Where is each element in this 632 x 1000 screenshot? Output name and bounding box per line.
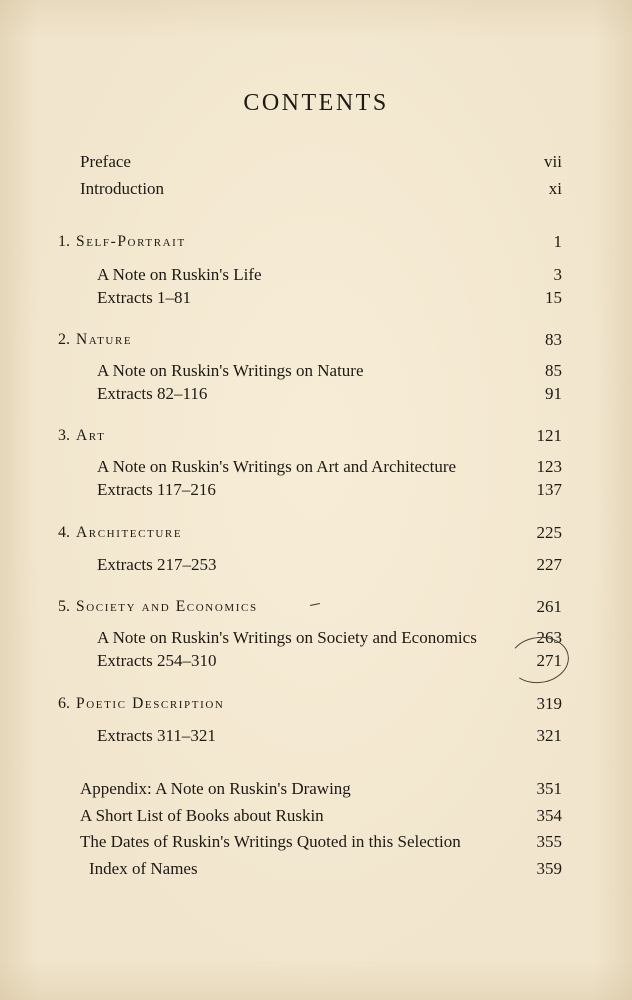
page-title: CONTENTS (243, 90, 389, 116)
section-number: 2. (58, 331, 70, 348)
toc-entry-label: A Note on Ruskin's Writings on Nature (97, 361, 364, 380)
section-title: Art (76, 427, 106, 444)
toc-page-number: 15 (545, 288, 562, 307)
section-title: Poetic Description (76, 695, 225, 712)
toc-page-number: 271 (536, 651, 562, 670)
toc-page-number: 359 (536, 859, 562, 878)
toc-entry-label: Index of Names (89, 859, 198, 878)
toc-page-number: 355 (536, 832, 562, 851)
toc-entry-label: A Note on Ruskin's Writings on Society and Economics (97, 628, 477, 647)
section-number: 1. (58, 233, 70, 250)
section-title: Self-Portrait (76, 233, 186, 250)
toc-page-number: 123 (536, 457, 562, 476)
toc-page-number: 319 (536, 694, 562, 713)
section-heading-2 (58, 328, 132, 352)
toc-entry-label: Extracts 117–216 (97, 480, 216, 499)
toc-entry-label: A Short List of Books about Ruskin (80, 806, 324, 825)
toc-entry-label: Extracts 82–116 (97, 384, 208, 403)
toc-entry-label: Extracts 254–310 (97, 651, 217, 670)
toc-entry-label: A Note on Ruskin's Writings on Art and Architecture (97, 457, 457, 476)
toc-page-number: 321 (536, 726, 562, 745)
toc-page-number: 91 (545, 384, 562, 403)
section-heading-1 (58, 230, 186, 254)
toc-entry-label: A Note on Ruskin's Life (97, 265, 262, 284)
toc-page-number: xi (548, 179, 562, 198)
toc-page-number: 85 (545, 361, 562, 380)
section-title: Society and Economics (76, 598, 258, 615)
toc-entry-label: Introduction (80, 179, 165, 198)
toc-page-number: 1 (553, 232, 562, 251)
section-number: 5. (58, 598, 70, 615)
section-heading-3 (58, 424, 105, 448)
toc-page-number: 137 (536, 480, 562, 499)
toc-page-number: 227 (536, 555, 562, 574)
toc-entry-label: Extracts 217–253 (97, 555, 217, 574)
toc-page-number: 351 (536, 779, 562, 798)
toc-page-number: 3 (553, 265, 562, 284)
pen-stroke-mark (310, 603, 320, 606)
section-heading-4 (58, 521, 182, 545)
toc-entry-label: Extracts 1–81 (97, 288, 191, 307)
section-title: Architecture (76, 524, 183, 541)
section-heading-5 (58, 595, 258, 619)
toc-page-number: 83 (545, 330, 562, 349)
toc-entry-label: The Dates of Ruskin's Writings Quoted in this Selection (80, 832, 461, 851)
section-title: Nature (76, 331, 133, 348)
section-number: 3. (58, 427, 70, 444)
toc-page-number: 261 (536, 597, 562, 616)
section-number: 4. (58, 524, 70, 541)
toc-page-number: vii (544, 152, 562, 171)
toc-page-number: 354 (536, 806, 562, 825)
toc-page-number: 263 (536, 628, 562, 647)
section-number: 6. (58, 695, 70, 712)
toc-page-number: 225 (536, 523, 562, 542)
section-heading-6 (58, 692, 224, 716)
toc-entry-label: Preface (80, 152, 131, 171)
toc-page-number: 121 (536, 426, 562, 445)
toc-entry-label: Appendix: A Note on Ruskin's Drawing (80, 779, 351, 798)
toc-entry-label: Extracts 311–321 (97, 726, 216, 745)
